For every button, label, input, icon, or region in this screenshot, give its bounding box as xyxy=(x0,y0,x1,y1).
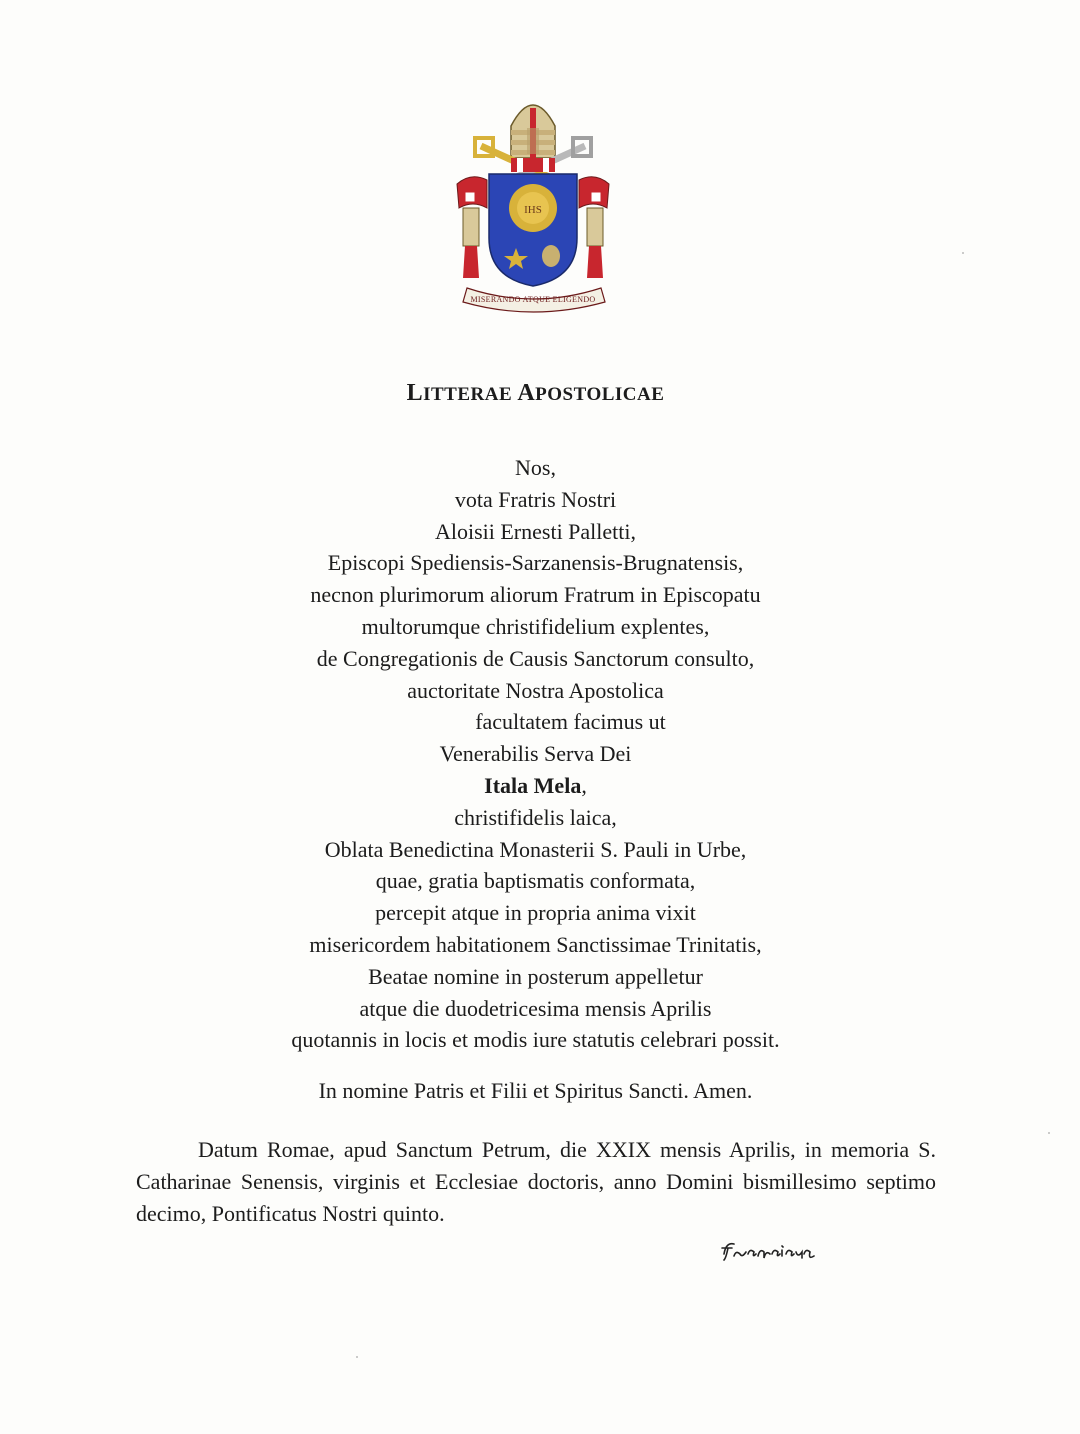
beatified-name-line: Itala Mela, xyxy=(484,772,587,798)
decree-line: Episcopi Spediensis-Sarzanensis-Brugnatensis, xyxy=(327,550,744,576)
decree-line: quotannis in locis et modis iure statutis celebrari possit. xyxy=(291,1027,780,1053)
decree-line: atque die duodetricesima mensis Aprilis xyxy=(359,995,712,1021)
mitre-icon xyxy=(511,105,555,158)
decree-line: Nos, xyxy=(515,455,556,480)
decree-line: facultatem facimus ut xyxy=(475,709,666,735)
paper-speck xyxy=(962,252,964,254)
svg-text:IHS: IHS xyxy=(524,204,542,216)
paper-speck xyxy=(1048,1132,1050,1134)
document-title: LITTERAE APOSTOLICAE xyxy=(406,380,665,406)
decree-line: de Congregationis de Causis Sanctorum consulto, xyxy=(316,645,755,671)
decree-line: multorumque christifidelium explentes, xyxy=(361,613,710,639)
decree-line: vota Fratris Nostri xyxy=(454,486,617,512)
decree-line: misericordem habitationem Sanctissimae Trinitatis, xyxy=(309,931,762,957)
decree-line: necnon plurimorum aliorum Fratrum in Episcopatu xyxy=(310,582,761,608)
decree-line: auctoritate Nostra Apostolica xyxy=(407,677,664,703)
papal-coat-of-arms xyxy=(451,88,615,314)
decree-line: Beatae nomine in posterum appelletur xyxy=(368,963,703,989)
trinitarian-formula: In nomine Patris et Filii et Spiritus Sancti. Amen. xyxy=(318,1078,753,1103)
signature xyxy=(718,1234,828,1268)
svg-text:MISERANDO ATQUE ELIGENDO: MISERANDO ATQUE ELIGENDO xyxy=(470,295,596,304)
beatified-name: Itala Mela xyxy=(484,772,582,798)
shield-icon xyxy=(489,174,577,286)
decree-line: Aloisii Ernesti Palletti, xyxy=(434,518,637,544)
decree-line: christifidelis laica, xyxy=(454,804,617,830)
decree-line: quae, gratia baptismatis conformata, xyxy=(375,868,696,894)
decree-line: percepit atque in propria anima vixit xyxy=(375,900,696,926)
decree-text xyxy=(0,452,1071,1056)
decree-line: Oblata Benedictina Monasterii S. Pauli in Urbe, xyxy=(324,836,747,862)
motto-ribbon xyxy=(463,288,605,312)
datum-paragraph: Datum Romae, apud Sanctum Petrum, die XXIX mensis Aprilis, in memoria S. Catharinae Senensis, virginis et Ecclesiae doctoris, anno Domini bismillesimo septimo decimo, Pontificatus Nostri quinto. xyxy=(136,1137,936,1226)
decree-line: Venerabilis Serva Dei xyxy=(439,741,632,767)
paper-speck xyxy=(356,1356,358,1358)
